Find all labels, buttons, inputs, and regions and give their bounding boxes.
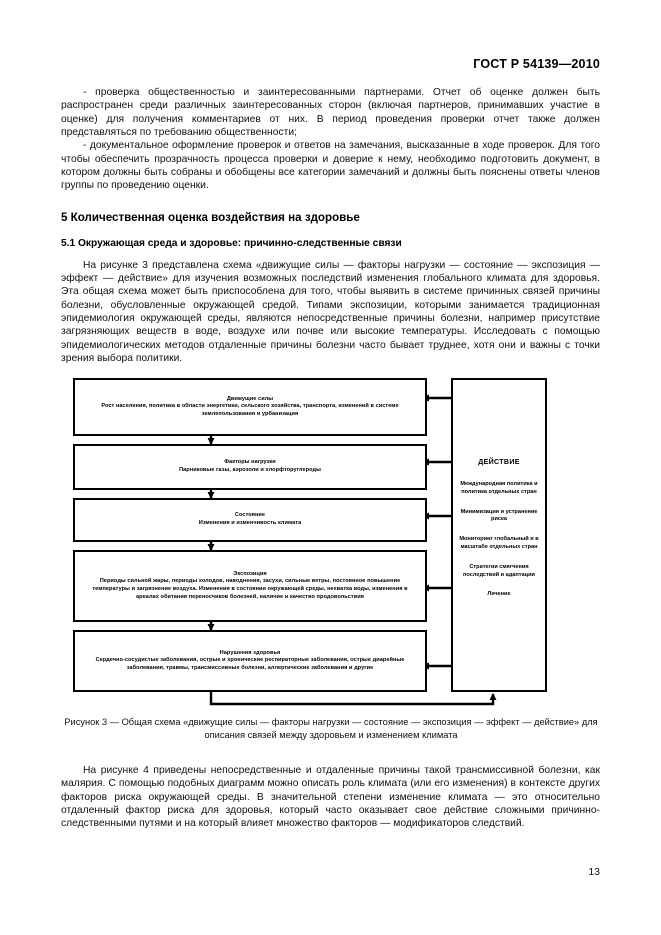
stage-box-health-effects bbox=[73, 630, 427, 692]
section-heading-5: 5 Количественная оценка воздействия на здоровье bbox=[61, 210, 360, 224]
stage-box-exposure bbox=[73, 550, 427, 622]
action-item: Мониторинг глобальный и в масштабе отдельных стран bbox=[459, 536, 539, 550]
paragraph-public-review: - проверка общественностью и заинтересованными партнерами. Отчет об оценке должен быть распространен среди различных заинтересованных сторон (включая партнеров, принимавших участие в оценке) для получения комментариев от них. В период проведения проверки отчет также должен представляться по требованию общественности; bbox=[61, 87, 600, 139]
standard-reference-header: ГОСТ Р 54139—2010 bbox=[473, 57, 600, 71]
stage-description: Изменения и изменчивость климата bbox=[198, 520, 302, 526]
subsection-heading-5-1: 5.1 Окружающая среда и здоровье: причинно-следственные связи bbox=[61, 237, 402, 249]
stage-title: Экспозиция bbox=[233, 570, 267, 577]
stage-description: Периоды сильной жары, периоды холодов, наводнения, засухи, сильные ветры, постоянное повышение температуры и загрязнение воздуха. Изменения в состоянии окружающей среды, нехватка воды, изменения в ареалах обитания переносчиков болезней, наличие и качество продовольствия bbox=[92, 578, 408, 600]
stage-description: Рост населения, политика в области энергетики, сельского хозяйства, транспорта, изменений в системе землепользования и урбанизация bbox=[101, 403, 399, 417]
stage-description: Парниковые газы, аэрозоли и хлорфторуглероды bbox=[179, 467, 321, 473]
paragraph-figure4-intro: На рисунке 4 приведены непосредственные и отдаленные причины такой трансмиссивной болезни, как малярия. С помощью подобных диаграмм можно описать роль климата (или его изменения) в контексте других факторов риска окружающей среды. В значительной степени изменение климата — это относительно отдаленный фактор риска для здоровья, который часто оказывает свое действие сложными причинно-следственными путями и на который влияет множество факторов — модификаторов следствий. bbox=[61, 765, 600, 830]
action-item: Лечение bbox=[487, 591, 511, 598]
stage-description: Сердечно-сосудистые заболевания, острые и хронические респираторные заболевания, острые диарейные заболевания, травмы, трансмиссивные болезни, аллергические заболевания и другие bbox=[95, 657, 405, 671]
figure-3 bbox=[61, 372, 601, 708]
paragraph-figure3-intro: На рисунке 3 представлена схема «движущие силы — факторы нагрузки — состояние — экспозиция — эффект — действие» для изучения возможных последствий изменения глобального климата для здоровья. Эта общая схема может быть приспособлена для того, чтобы выявить в системе причинных связей причины болезни, обусловленные окружающей средой. Типами экспозиции, которыми занимается традиционная эпидемиология окружающей среды, являются непосредственные причины болезни, например присутствие загрязняющих веществ в воде, воздухе или почве или высокие температуры. Исследовать с помощью эпидемиологических методов отдаленные причины болезни часто бывает труднее, хотя они и важны с точки зрения выбора политики. bbox=[61, 259, 600, 365]
main-text-column bbox=[61, 86, 600, 366]
stage-box-pressure-factors bbox=[73, 444, 427, 490]
action-item: Международная политика и политика отдельных стран bbox=[460, 481, 538, 495]
action-column bbox=[451, 378, 547, 692]
stage-box-state bbox=[73, 498, 427, 542]
stage-title: Нарушения здоровья bbox=[219, 649, 281, 656]
action-item: Стратегии смягчения последствий и адаптации bbox=[463, 563, 535, 578]
stage-title: Движущие силы bbox=[226, 395, 274, 402]
trailing-text-column bbox=[61, 764, 600, 831]
action-item: Минимизация и устранение риска bbox=[460, 508, 538, 523]
figure-3-caption: Рисунок 3 — Общая схема «движущие силы — факторы нагрузки — состояние — экспозиция — эффект — действие» для описания связей между здоровьем и изменением климата bbox=[64, 717, 598, 740]
stage-title: Факторы нагрузки bbox=[224, 459, 276, 466]
stage-title: Состояние bbox=[234, 512, 266, 519]
page-number: 13 bbox=[588, 866, 600, 878]
action-column-heading: ДЕЙСТВИЕ bbox=[478, 458, 520, 466]
stage-box-driving-forces bbox=[73, 378, 427, 436]
paragraph-documentation: - документальное оформление проверок и ответов на замечания, высказанные в ходе проверок. Для того чтобы обеспечить прозрачность процесса проверки и доверие к нему, необходимо подготовить документ, в котором должны быть собраны и обобщены все категории замечаний и должны быть пояснены ответы членов группы по проведению оценки. bbox=[61, 140, 600, 192]
